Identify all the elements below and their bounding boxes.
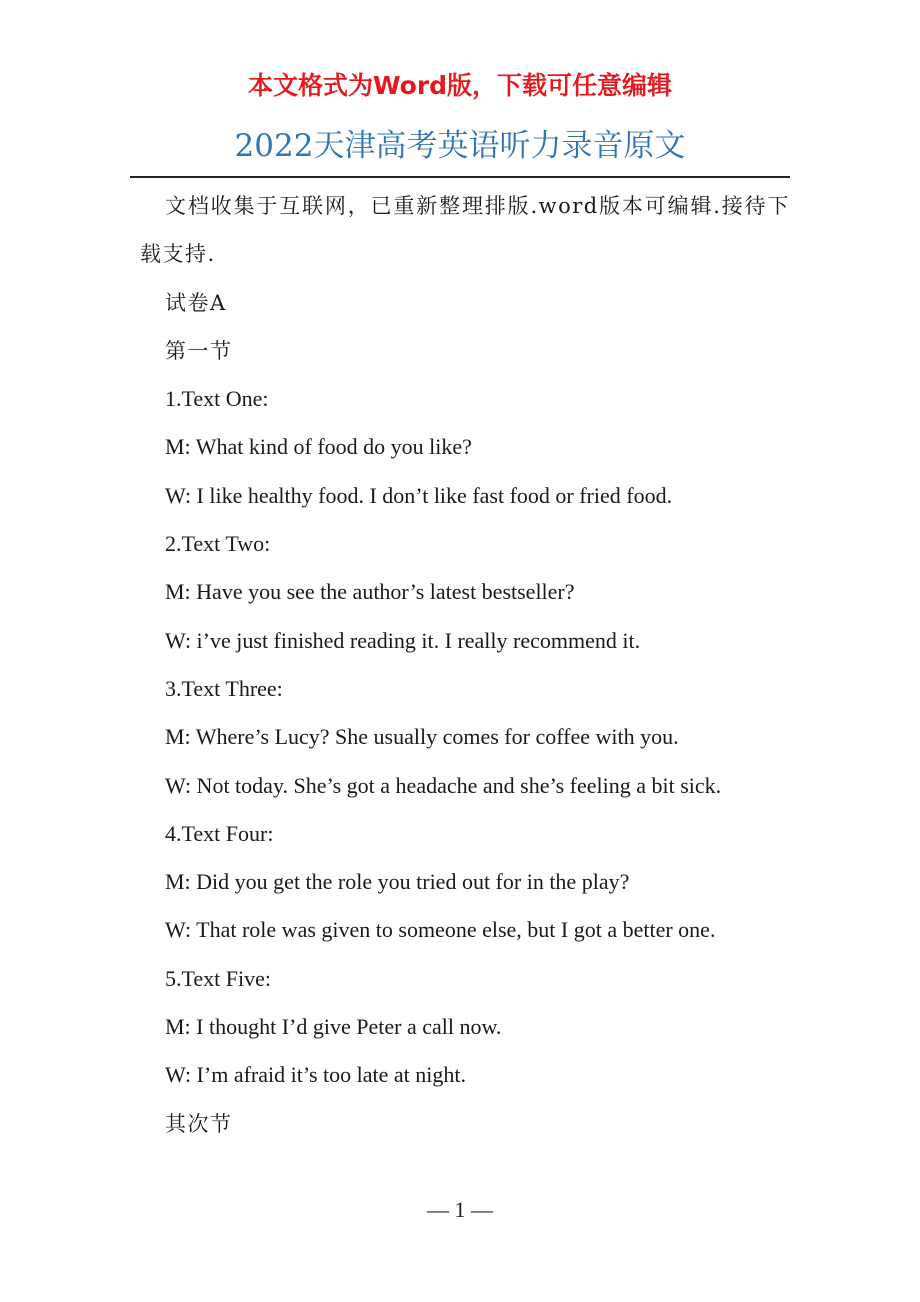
paragraph: 第一节 [165, 338, 233, 363]
page-number: — 1 — [427, 1197, 493, 1222]
paragraph: 3.Text Three: [165, 675, 283, 701]
document-body [140, 182, 790, 1148]
paragraph: 1.Text One: [165, 386, 269, 412]
paragraph: M: Did you get the role you tried out for in the play? [165, 869, 630, 895]
paragraph: W: That role was given to someone else, but I got a better one. [165, 917, 716, 943]
format-notice-banner: 本文格式为Word版，下载可任意编辑 [247, 71, 673, 100]
paragraph: W: Not today. She’s got a headache and she’s feeling a bit sick. [165, 772, 722, 798]
paragraph: 试卷A [165, 290, 227, 315]
paragraph: 5.Text Five: [165, 965, 272, 991]
paragraph: 文档收集于互联网，已重新整理排版.word版本可编辑.接待下载支持. [140, 194, 790, 267]
title-divider [130, 176, 790, 178]
paragraph: M: I thought I’d give Peter a call now. [165, 1014, 502, 1040]
paragraph: W: I’m afraid it’s too late at night. [165, 1062, 466, 1088]
paragraph: W: I like healthy food. I don’t like fast food or fried food. [165, 482, 673, 508]
document-title: 2022天津高考英语听力录音原文 [234, 128, 686, 164]
paragraph: M: Where’s Lucy? She usually comes for coffee with you. [165, 724, 679, 750]
paragraph: W: i’ve just finished reading it. I really recommend it. [165, 627, 641, 653]
paragraph: 4.Text Four: [165, 820, 274, 846]
paragraph: M: Have you see the author’s latest bestseller? [165, 579, 575, 605]
paragraph: M: What kind of food do you like? [165, 434, 472, 460]
paragraph: 2.Text Two: [165, 531, 271, 557]
paragraph: 其次节 [165, 1111, 233, 1136]
